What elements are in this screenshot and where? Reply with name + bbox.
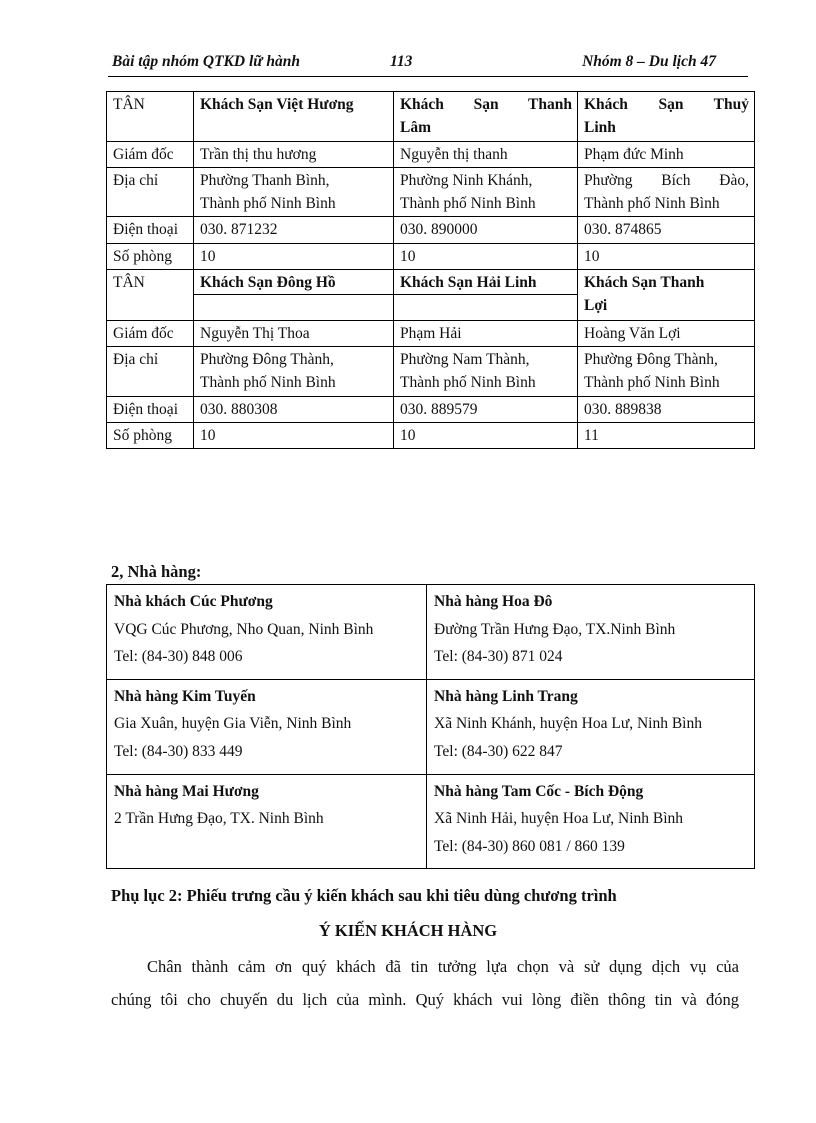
row-label: Điện thoại [107, 396, 194, 422]
intro-paragraph [111, 950, 739, 1016]
table-row [107, 396, 755, 422]
appendix-heading: Phụ lục 2: Phiếu trưng cầu ý kiến khách sau khi tiêu dùng chương trình [111, 886, 617, 905]
phone-cell: 030. 889838 [578, 396, 755, 422]
address-cell: Phường Đông Thành, Thành phố Ninh Bình [578, 346, 755, 396]
phone-cell: 030. 871232 [194, 217, 394, 243]
paragraph-line: chúng tôi cho chuyến du lịch của mình. Quý khách vui lòng điền thông tin và đóng [111, 990, 739, 1009]
hotel-name: Khách Sạn Đông Hồ [194, 270, 394, 321]
restaurants-heading: 2, Nhà hàng: [111, 562, 202, 581]
restaurant-name: Nhà hàng Kim Tuyến [114, 687, 256, 705]
hotel-table [106, 91, 755, 449]
table-row [107, 167, 755, 217]
rooms-cell: 10 [394, 422, 578, 448]
rooms-cell: 11 [578, 422, 755, 448]
restaurant-name: Nhà khách Cúc Phương [114, 593, 273, 610]
hotel-name: Khách Sạn Thanh Lâm [394, 92, 578, 142]
row-label: Số phòng [107, 422, 194, 448]
row-label: TÂN [107, 92, 194, 142]
table-row [107, 346, 755, 396]
table-row [107, 92, 755, 142]
restaurant-address: 2 Trần Hưng Đạo, TX. Ninh Bình [114, 810, 324, 828]
restaurant-tel: Tel: (84-30) 622 847 [434, 742, 563, 760]
table-row [107, 217, 755, 243]
rooms-cell: 10 [194, 422, 394, 448]
director-cell: Nguyễn Thị Thoa [194, 320, 394, 346]
restaurant-address: VQG Cúc Phương, Nho Quan, Ninh Bình [114, 620, 374, 638]
restaurant-tel: Tel: (84-30) 860 081 / 860 139 [434, 837, 625, 855]
table-row [107, 141, 755, 167]
director-cell: Phạm Hải [394, 320, 578, 346]
restaurant-name: Nhà hàng Tam Cốc - Bích Động [434, 782, 644, 800]
director-cell: Phạm đức Minh [578, 141, 755, 167]
table-row [107, 422, 755, 448]
restaurant-card [427, 774, 755, 869]
restaurant-card [107, 774, 427, 869]
table-row [107, 270, 755, 321]
form-title: Ý KIẾN KHÁCH HÀNG [318, 921, 498, 940]
hotel-name: Khách Sạn Thanh Lợi [578, 270, 755, 321]
director-cell: Trần thị thu hương [194, 141, 394, 167]
page-number: 113 [390, 53, 413, 70]
paragraph-line: Chân thành cảm ơn quý khách đã tin tưởng lựa chọn và sử dụng dịch vụ của [147, 957, 739, 976]
rooms-cell: 10 [194, 243, 394, 269]
page-header [108, 50, 748, 77]
director-cell: Nguyễn thị thanh [394, 141, 578, 167]
address-cell: Phường Bích Đào, Thành phố Ninh Bình [578, 167, 755, 217]
restaurant-tel: Tel: (84-30) 833 449 [114, 742, 243, 760]
director-cell: Hoàng Văn Lợi [578, 320, 755, 346]
restaurant-tel: Tel: (84-30) 871 024 [434, 648, 563, 666]
table-row [107, 243, 755, 269]
phone-cell: 030. 880308 [194, 396, 394, 422]
restaurant-card [107, 585, 427, 680]
restaurant-name: Nhà hàng Hoa Đô [434, 593, 553, 610]
phone-cell: 030. 889579 [394, 396, 578, 422]
hotel-name: Khách Sạn Hải Linh [394, 270, 578, 321]
restaurant-card [107, 679, 427, 774]
address-cell: Phường Nam Thành, Thành phố Ninh Bình [394, 346, 578, 396]
address-cell: Phường Ninh Khánh, Thành phố Ninh Bình [394, 167, 578, 217]
header-course-title: Bài tập nhóm QTKD lữ hành [112, 53, 301, 70]
header-group-name: Nhóm 8 – Du lịch 47 [582, 53, 716, 70]
table-row [107, 774, 755, 869]
row-label: Số phòng [107, 243, 194, 269]
table-row [107, 320, 755, 346]
row-label: Địa chỉ [107, 167, 194, 217]
restaurant-tel: Tel: (84-30) 848 006 [114, 648, 243, 666]
hotel-name: Khách Sạn Việt Hương [194, 92, 394, 142]
restaurant-name: Nhà hàng Linh Trang [434, 687, 578, 705]
restaurant-address: Xã Ninh Hải, huyện Hoa Lư, Ninh Bình [434, 810, 684, 828]
hotel-name: Khách Sạn Thuỷ Linh [578, 92, 755, 142]
table-row [107, 585, 755, 680]
restaurant-address: Đường Trần Hưng Đạo, TX.Ninh Bình [434, 620, 676, 638]
row-label: Giám đốc [107, 320, 194, 346]
row-label: TÂN [107, 270, 194, 321]
restaurant-address: Xã Ninh Khánh, huyện Hoa Lư, Ninh Bình [434, 715, 702, 733]
restaurant-name: Nhà hàng Mai Hương [114, 782, 259, 800]
row-label: Điện thoại [107, 217, 194, 243]
restaurant-card [427, 679, 755, 774]
address-cell: Phường Đông Thành, Thành phố Ninh Bình [194, 346, 394, 396]
rooms-cell: 10 [394, 243, 578, 269]
row-label: Địa chỉ [107, 346, 194, 396]
restaurant-card [427, 585, 755, 680]
row-label: Giám đốc [107, 141, 194, 167]
phone-cell: 030. 890000 [394, 217, 578, 243]
address-cell: Phường Thanh Bình, Thành phố Ninh Bình [194, 167, 394, 217]
restaurant-address: Gia Xuân, huyện Gia Viễn, Ninh Bình [114, 715, 352, 733]
restaurant-table [106, 584, 755, 869]
phone-cell: 030. 874865 [578, 217, 755, 243]
table-row [107, 679, 755, 774]
rooms-cell: 10 [578, 243, 755, 269]
